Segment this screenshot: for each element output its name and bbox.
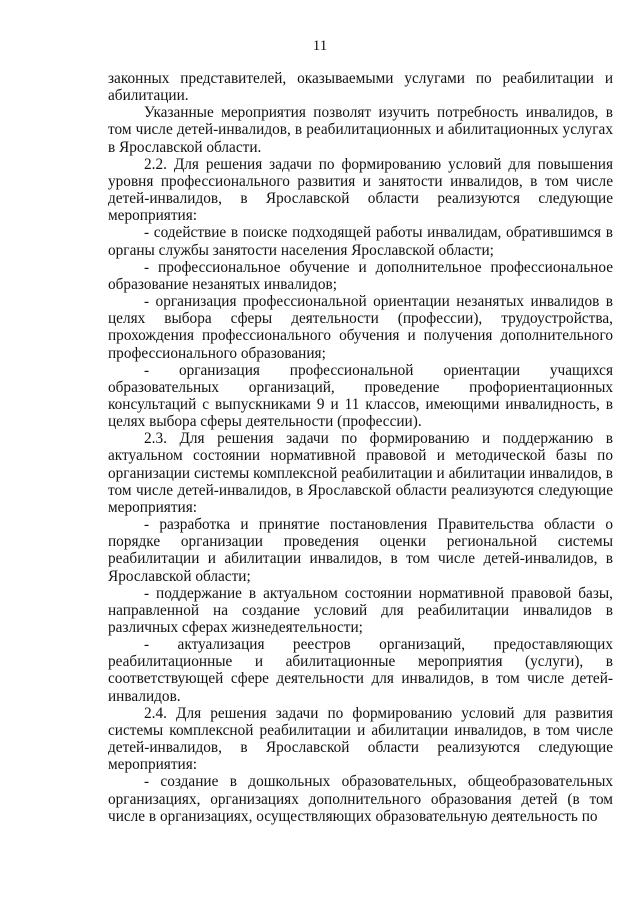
list-item-regulatory-base: - поддержание в актуальном состоянии нормативной правовой базы, направленной на создание условий для реабилитации инвалидов в различных сферах жизнедеятельности; [108,584,613,636]
list-item-employment-assistance: - содействие в поиске подходящей работы инвалидам, обратившимся в органы службы занятости населения Ярославской области; [108,224,613,259]
paragraph-section-2-3: 2.3. Для решения задачи по формированию и поддержанию в актуальном состоянии нормативной правовой и методической базы по организации системы комплексной реабилитации и абилитации инвалидов, в том числе детей-инвалидов, в Ярославской области реализуются следующие мероприятия: [108,430,613,516]
list-item-registry-update: - актуализация реестров организаций, предоставляющих реабилитационные и абилитационные мероприятия (услуги), в соответствующей сфере деятельности для инвалидов, в том числе детей-инвалидов. [108,636,613,705]
list-item-career-orientation-unemployed: - организация профессиональной ориентации незанятых инвалидов в целях выбора сферы деятельности (профессии), трудоустройства, прохождения профессионального обучения и получения дополнительного профессионального образования; [108,293,613,362]
list-item-professional-training: - профессиональное обучение и дополнительное профессиональное образование незанятых инвалидов; [108,258,613,293]
list-item-career-orientation-students: - организация профессиональной ориентации учащихся образовательных организаций, проведение профориентационных консультаций с выпускниками 9 и 11 классов, имеющими инвалидность, в целях выбора сферы деятельности (профессии). [108,361,613,431]
document-body [108,70,613,825]
paragraph-continuation: законных представителей, оказываемыми услугами по реабилитации и абилитации. [108,70,613,105]
paragraph-measures-summary: Указанные мероприятия позволят изучить потребность инвалидов, в том числе детей-инвалидов, в реабилитационных и абилитационных услугах в Ярославской области. [108,104,613,156]
list-item-government-resolution: - разработка и принятие постановления Правительства области о порядке организации проведения оценки региональной системы реабилитации и абилитации инвалидов, в том числе детей-инвалидов, в Ярославской области; [108,516,613,585]
paragraph-section-2-4: 2.4. Для решения задачи по формированию условий для развития системы комплексной реабилитации и абилитации инвалидов, в том числе детей-инвалидов, в Ярославской области реализуются следующие мероприятия: [108,704,613,774]
paragraph-section-2-2: 2.2. Для решения задачи по формированию условий для повышения уровня профессионального развития и занятости инвалидов, в том числе детей-инвалидов, в Ярославской области реализуются следующие мероприятия: [108,155,613,225]
list-item-educational-organizations: - создание в дошкольных образовательных, общеобразовательных организациях, организациях дополнительного образования детей (в том числе в организациях, осуществляющих образовательную деятельность по [108,773,613,825]
page-number: 11 [312,38,328,54]
